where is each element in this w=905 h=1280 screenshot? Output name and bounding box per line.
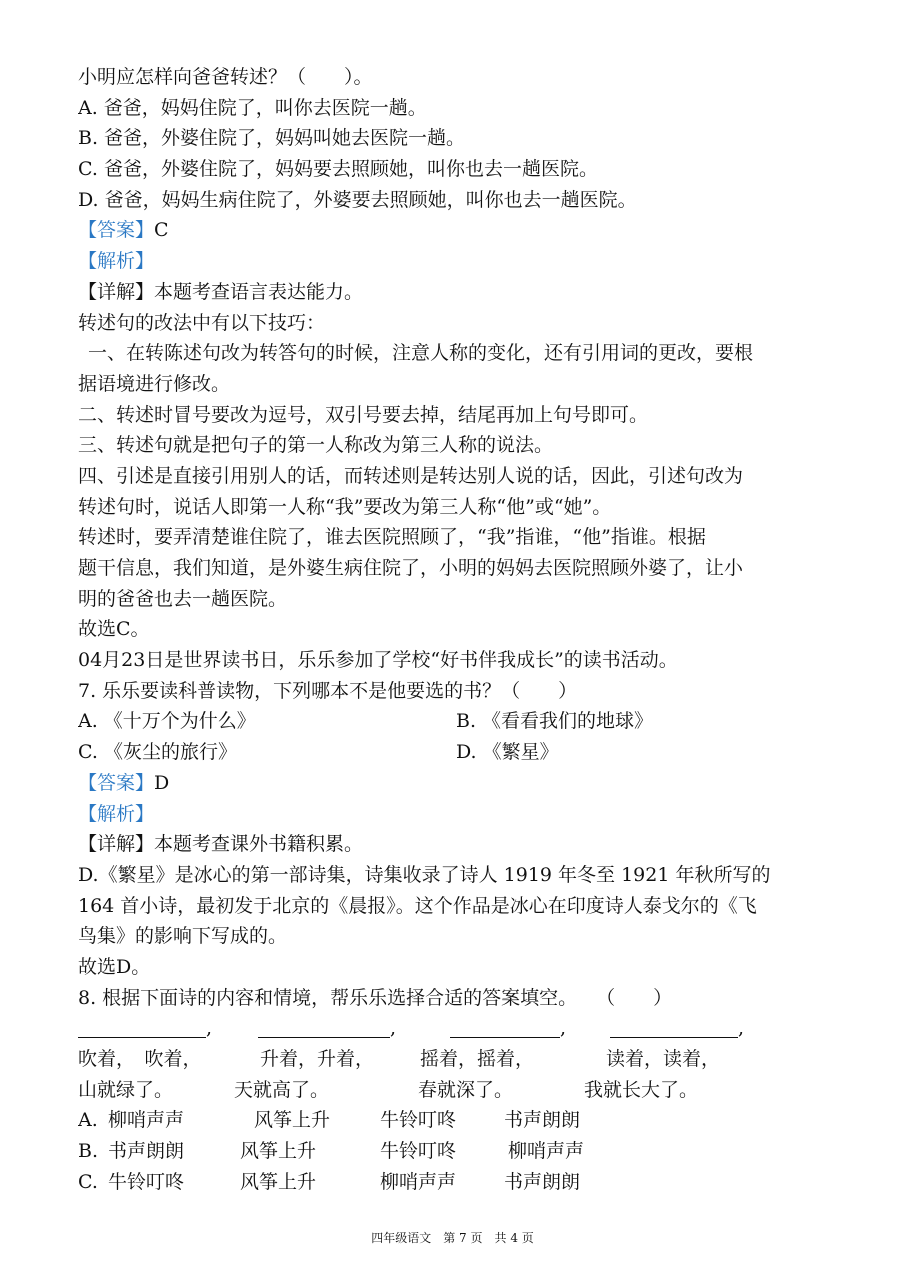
q7-detail-4: 故选D。 — [78, 955, 151, 978]
option-letter: A. — [78, 1109, 98, 1132]
q6-detail-10: 明的爸爸也去一趟医院。 — [78, 587, 288, 610]
option-letter: C. — [78, 1170, 98, 1193]
q6-detail-11: 故选C。 — [78, 618, 150, 641]
option-item: 书声朗朗 — [108, 1140, 185, 1163]
q6-answer — [78, 215, 838, 246]
q6-analysis-tag — [78, 246, 838, 277]
q8-blank-4 — [610, 1013, 810, 1044]
option-item: 书声朗朗 — [504, 1170, 581, 1193]
q7-answer — [78, 768, 838, 799]
option-item: 牛铃叮咚 — [108, 1170, 185, 1193]
blank-line — [78, 1017, 206, 1038]
option-item: 牛铃叮咚 — [380, 1140, 457, 1163]
blank-comma: , — [738, 1017, 745, 1040]
q7-stem: 7. 乐乐要读科普读物，下列哪本不是他要选的书？（ ） — [78, 679, 578, 702]
reading-day-intro: 04月23日是世界读书日，乐乐参加了学校“好书伴我成长”的读书活动。 — [78, 649, 678, 672]
q7-option-d: D. 《繁星》 — [456, 741, 559, 764]
q6-detail-1: 转述句的改法中有以下技巧： — [78, 311, 326, 334]
q6-stem: 小明应怎样向爸爸转述？（ ）。 — [78, 66, 373, 88]
q6-option-d: D. 爸爸，妈妈生病住院了，外婆要去照顾她，叫你也去一趟医院。 — [78, 188, 637, 211]
q7-options-row-2 — [78, 737, 838, 768]
q6-detail-7: 转述句时，说话人即第一人称“我”要改为第三人称“他”或“她”。 — [78, 495, 612, 518]
q6-detail-9: 题干信息，我们知道，是外婆生病住院了，小明的妈妈去医院照顾外婆了，让小 — [78, 557, 744, 579]
blank-comma: , — [560, 1017, 567, 1040]
q7-detail-1: D.《繁星》是冰心的第一部诗集，诗集收录了诗人 1919 年冬至 1921 年秋所写的 — [78, 863, 771, 886]
q7-option-c: C. 《灰尘的旅行》 — [78, 741, 237, 764]
q6-option-b: B. 爸爸，外婆住院了，妈妈叫她去医院一趟。 — [78, 127, 466, 150]
option-item: 柳哨声声 — [108, 1109, 185, 1132]
option-item: 牛铃叮咚 — [380, 1109, 457, 1132]
option-item: 书声朗朗 — [504, 1109, 581, 1132]
q8-blanks-row — [78, 1013, 838, 1044]
page-content — [78, 62, 838, 1197]
blank-comma: , — [206, 1017, 213, 1040]
q8-poem-line-2 — [78, 1075, 838, 1106]
q6-detail-2: 一、在转陈述句改为转答句的时候，注意人称的变化，还有引用词的更改，要根 — [88, 342, 754, 365]
q8-option-c — [78, 1167, 838, 1198]
answer-tag: 【答案】 — [78, 771, 155, 794]
q8-poem-line-1 — [78, 1044, 838, 1075]
q7-analysis-tag — [78, 799, 838, 830]
answer-value: D — [154, 771, 170, 794]
q8-option-a — [78, 1105, 838, 1136]
option-item: 柳哨声声 — [508, 1140, 585, 1163]
q8-blank-2 — [258, 1013, 450, 1044]
q8-stem: 8. 根据下面诗的内容和情境，帮乐乐选择合适的答案填空。 （ ） — [78, 986, 673, 1009]
option-item: 风筝上升 — [254, 1109, 331, 1132]
poem-phrase: 山就绿了。 — [78, 1078, 174, 1101]
q6-detail-5: 三、转述句就是把句子的第一人称改为第三人称的说法。 — [78, 434, 554, 457]
poem-phrase: 读着，读着， — [606, 1048, 721, 1070]
q6-detail-3: 据语境进行修改。 — [78, 372, 231, 395]
analysis-tag: 【解析】 — [78, 802, 155, 825]
q6-detail-6: 四、引述是直接引用别人的话，而转述则是转达别人说的话，因此，引述句改为 — [78, 464, 744, 487]
option-item: 风筝上升 — [240, 1170, 317, 1193]
answer-tag: 【答案】 — [78, 219, 155, 242]
poem-phrase: 我就长大了。 — [584, 1078, 699, 1101]
blank-comma: , — [390, 1017, 397, 1040]
poem-phrase: 春就深了。 — [418, 1078, 514, 1101]
poem-phrase: 升着，升着， — [260, 1048, 375, 1070]
option-letter: B. — [78, 1140, 99, 1163]
q7-detail-2: 164 首小诗，最初发于北京的《晨报》。这个作品是冰心在印度诗人泰戈尔的《飞 — [78, 894, 757, 917]
q7-detail-0: 【详解】本题考查课外书籍积累。 — [78, 833, 364, 856]
q8-option-b — [78, 1136, 838, 1167]
option-item: 风筝上升 — [240, 1140, 317, 1163]
q7-options-row-1 — [78, 706, 838, 737]
answer-value: C — [154, 219, 169, 242]
option-item: 柳哨声声 — [380, 1170, 457, 1193]
q7-option-b: B. 《看看我们的地球》 — [456, 710, 654, 733]
poem-phrase: 摇着，摇着， — [420, 1048, 535, 1070]
q7-option-a: A. 《十万个为什么》 — [78, 710, 256, 733]
q7-detail-3: 鸟集》的影响下写成的。 — [78, 925, 288, 948]
page-footer: 四年级语文 第 7 页 共 4 页 — [371, 1231, 534, 1245]
q6-option-c: C. 爸爸，外婆住院了，妈妈要去照顾她，叫你也去一趟医院。 — [78, 158, 598, 181]
q6-option-a: A. 爸爸，妈妈住院了，叫你去医院一趟。 — [78, 96, 427, 119]
q8-blank-3 — [450, 1013, 610, 1044]
q6-detail-4: 二、转述时冒号要改为逗号，双引号要去掉，结尾再加上句号即可。 — [78, 403, 649, 426]
poem-phrase: 天就高了。 — [234, 1078, 330, 1101]
blank-line — [450, 1017, 560, 1038]
analysis-tag: 【解析】 — [78, 250, 155, 273]
blank-line — [258, 1017, 390, 1038]
blank-line — [610, 1017, 738, 1038]
q8-blank-1 — [78, 1013, 258, 1044]
q6-detail-8: 转述时，要弄清楚谁住院了，谁去医院照顾了，“我”指谁，“他”指谁。根据 — [78, 526, 706, 549]
poem-phrase: 吹着， 吹着， — [78, 1048, 202, 1070]
q6-detail-0: 【详解】本题考查语言表达能力。 — [78, 280, 364, 303]
